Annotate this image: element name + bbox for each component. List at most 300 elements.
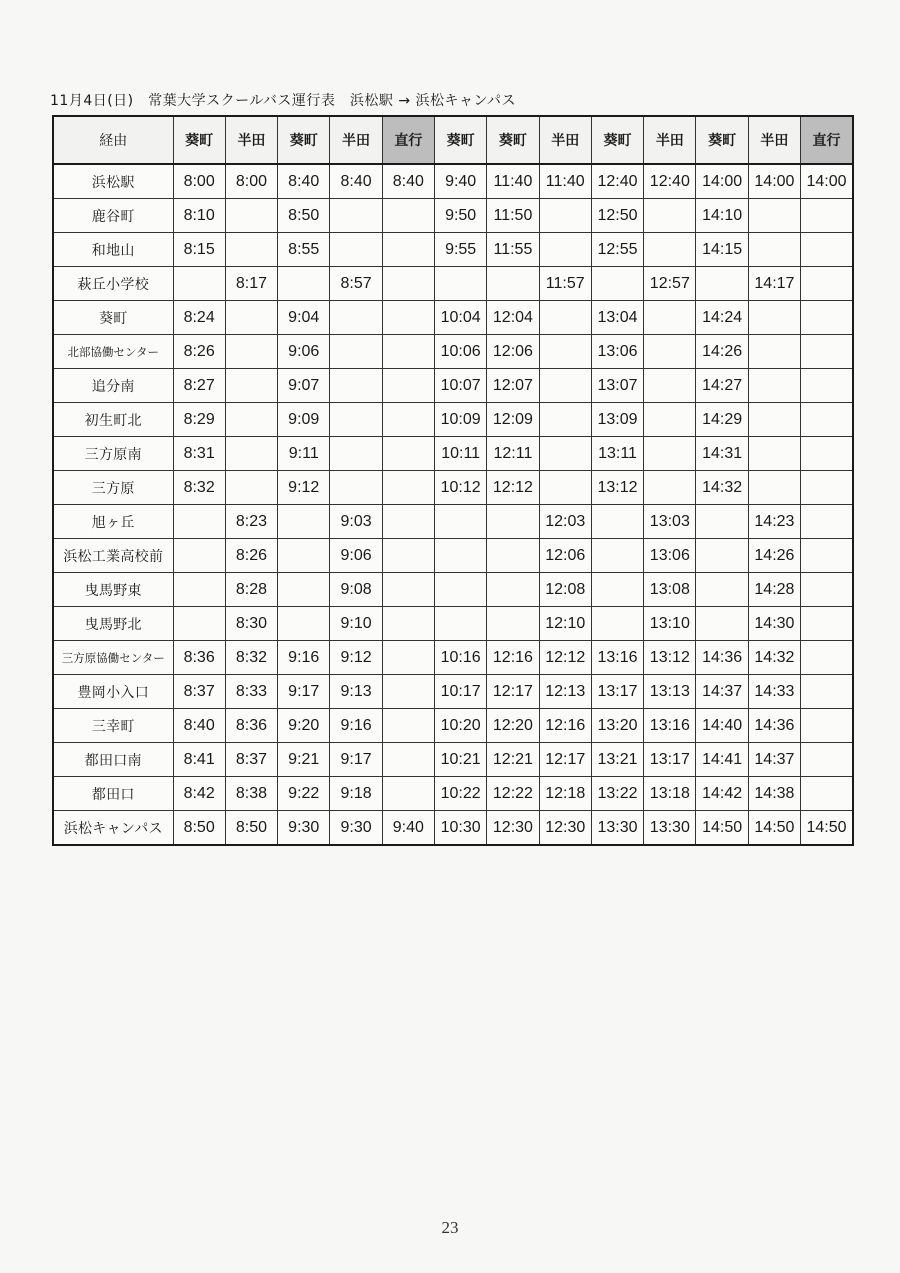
stop-name: 北部協働センター xyxy=(53,335,173,369)
departure-time xyxy=(644,403,696,437)
departure-time: 12:40 xyxy=(591,164,643,199)
departure-time: 14:00 xyxy=(696,164,748,199)
table-row xyxy=(53,267,853,301)
departure-time xyxy=(434,539,486,573)
departure-time xyxy=(801,437,853,471)
route-type-header: 葵町 xyxy=(487,116,539,164)
stop-name: 三方原協働センター xyxy=(53,641,173,675)
departure-time: 11:50 xyxy=(487,199,539,233)
stop-name: 曳馬野東 xyxy=(53,573,173,607)
departure-time xyxy=(173,539,225,573)
departure-time: 13:22 xyxy=(591,777,643,811)
departure-time: 14:37 xyxy=(748,743,800,777)
departure-time: 9:08 xyxy=(330,573,382,607)
departure-time: 12:11 xyxy=(487,437,539,471)
departure-time xyxy=(225,301,277,335)
header-row xyxy=(53,116,853,164)
departure-time: 8:26 xyxy=(225,539,277,573)
departure-time xyxy=(382,641,434,675)
departure-time xyxy=(539,471,591,505)
table-row xyxy=(53,403,853,437)
departure-time: 12:21 xyxy=(487,743,539,777)
departure-time xyxy=(434,573,486,607)
table-row xyxy=(53,641,853,675)
departure-time xyxy=(801,403,853,437)
departure-time xyxy=(382,607,434,641)
departure-time: 8:50 xyxy=(225,811,277,846)
departure-time xyxy=(748,369,800,403)
table-row xyxy=(53,709,853,743)
departure-time: 13:30 xyxy=(591,811,643,846)
departure-time xyxy=(696,539,748,573)
departure-time: 10:12 xyxy=(434,471,486,505)
departure-time xyxy=(801,369,853,403)
departure-time xyxy=(696,573,748,607)
departure-time: 14:26 xyxy=(696,335,748,369)
departure-time xyxy=(225,403,277,437)
departure-time: 12:30 xyxy=(539,811,591,846)
departure-time: 13:12 xyxy=(644,641,696,675)
departure-time xyxy=(801,675,853,709)
departure-time xyxy=(382,471,434,505)
departure-time xyxy=(382,505,434,539)
departure-time: 8:32 xyxy=(173,471,225,505)
departure-time: 12:16 xyxy=(539,709,591,743)
departure-time: 8:50 xyxy=(278,199,330,233)
route-type-header: 直行 xyxy=(382,116,434,164)
departure-time: 13:18 xyxy=(644,777,696,811)
departure-time: 13:13 xyxy=(644,675,696,709)
departure-time: 14:29 xyxy=(696,403,748,437)
departure-time xyxy=(278,573,330,607)
departure-time xyxy=(748,403,800,437)
stop-name: 豊岡小入口 xyxy=(53,675,173,709)
departure-time: 12:20 xyxy=(487,709,539,743)
stop-name: 三方原 xyxy=(53,471,173,505)
stop-name: 旭ヶ丘 xyxy=(53,505,173,539)
departure-time: 9:10 xyxy=(330,607,382,641)
departure-time xyxy=(801,743,853,777)
departure-time: 10:11 xyxy=(434,437,486,471)
departure-time: 9:30 xyxy=(330,811,382,846)
departure-time xyxy=(644,199,696,233)
departure-time xyxy=(382,301,434,335)
departure-time: 14:00 xyxy=(748,164,800,199)
table-row xyxy=(53,335,853,369)
departure-time xyxy=(801,233,853,267)
departure-time: 12:08 xyxy=(539,573,591,607)
departure-time: 12:12 xyxy=(539,641,591,675)
table-row xyxy=(53,505,853,539)
departure-time xyxy=(382,335,434,369)
departure-time: 8:00 xyxy=(173,164,225,199)
departure-time: 12:22 xyxy=(487,777,539,811)
departure-time: 12:06 xyxy=(487,335,539,369)
departure-time: 14:27 xyxy=(696,369,748,403)
departure-time xyxy=(801,607,853,641)
departure-time xyxy=(434,505,486,539)
departure-time: 14:33 xyxy=(748,675,800,709)
table-row xyxy=(53,301,853,335)
departure-time: 13:10 xyxy=(644,607,696,641)
departure-time xyxy=(644,437,696,471)
departure-time xyxy=(173,607,225,641)
departure-time: 9:40 xyxy=(434,164,486,199)
departure-time: 12:16 xyxy=(487,641,539,675)
departure-time xyxy=(382,743,434,777)
departure-time: 12:13 xyxy=(539,675,591,709)
departure-time xyxy=(539,335,591,369)
departure-time: 10:20 xyxy=(434,709,486,743)
departure-time xyxy=(278,539,330,573)
departure-time: 8:41 xyxy=(173,743,225,777)
table-row xyxy=(53,675,853,709)
departure-time xyxy=(382,369,434,403)
departure-time: 14:26 xyxy=(748,539,800,573)
departure-time: 9:18 xyxy=(330,777,382,811)
departure-time xyxy=(801,777,853,811)
departure-time: 8:23 xyxy=(225,505,277,539)
departure-time xyxy=(330,369,382,403)
table-row xyxy=(53,573,853,607)
stop-name: 萩丘小学校 xyxy=(53,267,173,301)
stop-name: 和地山 xyxy=(53,233,173,267)
table-row xyxy=(53,164,853,199)
departure-time: 14:41 xyxy=(696,743,748,777)
departure-time: 14:00 xyxy=(801,164,853,199)
stop-name: 浜松キャンパス xyxy=(53,811,173,846)
departure-time xyxy=(748,471,800,505)
route-type-header: 半田 xyxy=(644,116,696,164)
departure-time xyxy=(330,403,382,437)
departure-time xyxy=(382,777,434,811)
departure-time: 14:32 xyxy=(696,471,748,505)
departure-time xyxy=(801,573,853,607)
departure-time xyxy=(591,505,643,539)
departure-time: 9:06 xyxy=(330,539,382,573)
departure-time: 9:09 xyxy=(278,403,330,437)
departure-time: 12:04 xyxy=(487,301,539,335)
departure-time: 10:22 xyxy=(434,777,486,811)
table-row xyxy=(53,437,853,471)
departure-time: 11:40 xyxy=(539,164,591,199)
departure-time: 13:07 xyxy=(591,369,643,403)
departure-time: 12:18 xyxy=(539,777,591,811)
stop-name: 三方原南 xyxy=(53,437,173,471)
route-type-header: 葵町 xyxy=(278,116,330,164)
departure-time xyxy=(225,335,277,369)
timetable-body xyxy=(53,164,853,845)
departure-time xyxy=(278,505,330,539)
departure-time: 13:06 xyxy=(644,539,696,573)
departure-time: 9:30 xyxy=(278,811,330,846)
departure-time: 9:50 xyxy=(434,199,486,233)
departure-time xyxy=(225,471,277,505)
departure-time: 14:28 xyxy=(748,573,800,607)
route-type-header: 半田 xyxy=(330,116,382,164)
departure-time: 13:09 xyxy=(591,403,643,437)
departure-time: 13:20 xyxy=(591,709,643,743)
departure-time: 8:36 xyxy=(225,709,277,743)
stop-name: 三幸町 xyxy=(53,709,173,743)
departure-time: 14:23 xyxy=(748,505,800,539)
departure-time: 13:17 xyxy=(591,675,643,709)
departure-time: 9:20 xyxy=(278,709,330,743)
departure-time: 8:00 xyxy=(225,164,277,199)
route-type-header: 直行 xyxy=(801,116,853,164)
departure-time: 8:27 xyxy=(173,369,225,403)
departure-time xyxy=(278,267,330,301)
stop-name: 都田口南 xyxy=(53,743,173,777)
departure-time: 14:30 xyxy=(748,607,800,641)
departure-time: 14:31 xyxy=(696,437,748,471)
route-type-header: 葵町 xyxy=(696,116,748,164)
departure-time xyxy=(591,267,643,301)
departure-time: 9:17 xyxy=(330,743,382,777)
table-row xyxy=(53,369,853,403)
departure-time: 8:55 xyxy=(278,233,330,267)
departure-time xyxy=(644,301,696,335)
departure-time: 9:21 xyxy=(278,743,330,777)
departure-time xyxy=(330,233,382,267)
departure-time xyxy=(382,437,434,471)
departure-time xyxy=(434,607,486,641)
departure-time: 13:04 xyxy=(591,301,643,335)
departure-time xyxy=(801,335,853,369)
departure-time: 12:10 xyxy=(539,607,591,641)
departure-time: 8:32 xyxy=(225,641,277,675)
departure-time: 8:17 xyxy=(225,267,277,301)
departure-time xyxy=(801,539,853,573)
departure-time: 8:29 xyxy=(173,403,225,437)
departure-time: 9:40 xyxy=(382,811,434,846)
departure-time: 13:03 xyxy=(644,505,696,539)
departure-time: 14:10 xyxy=(696,199,748,233)
table-row xyxy=(53,777,853,811)
table-row xyxy=(53,743,853,777)
departure-time xyxy=(539,199,591,233)
departure-time: 10:21 xyxy=(434,743,486,777)
departure-time xyxy=(644,369,696,403)
departure-time xyxy=(801,641,853,675)
departure-time: 9:03 xyxy=(330,505,382,539)
departure-time xyxy=(382,199,434,233)
departure-time: 13:21 xyxy=(591,743,643,777)
departure-time: 14:37 xyxy=(696,675,748,709)
table-row xyxy=(53,199,853,233)
departure-time: 10:04 xyxy=(434,301,486,335)
departure-time: 10:30 xyxy=(434,811,486,846)
departure-time xyxy=(748,335,800,369)
departure-time: 8:38 xyxy=(225,777,277,811)
departure-time: 8:40 xyxy=(173,709,225,743)
table-row xyxy=(53,233,853,267)
departure-time: 12:06 xyxy=(539,539,591,573)
route-type-header: 半田 xyxy=(225,116,277,164)
departure-time: 9:55 xyxy=(434,233,486,267)
departure-time: 8:57 xyxy=(330,267,382,301)
departure-time: 8:31 xyxy=(173,437,225,471)
departure-time: 8:40 xyxy=(278,164,330,199)
departure-time: 8:10 xyxy=(173,199,225,233)
departure-time xyxy=(801,301,853,335)
departure-time: 14:38 xyxy=(748,777,800,811)
departure-time: 12:57 xyxy=(644,267,696,301)
departure-time: 14:24 xyxy=(696,301,748,335)
route-header: 経由 xyxy=(53,116,173,164)
departure-time: 8:37 xyxy=(173,675,225,709)
departure-time: 14:36 xyxy=(696,641,748,675)
route-type-header: 葵町 xyxy=(173,116,225,164)
route-type-header: 半田 xyxy=(748,116,800,164)
departure-time: 8:36 xyxy=(173,641,225,675)
departure-time: 13:12 xyxy=(591,471,643,505)
departure-time: 9:06 xyxy=(278,335,330,369)
departure-time: 13:16 xyxy=(644,709,696,743)
departure-time xyxy=(225,233,277,267)
departure-time: 8:37 xyxy=(225,743,277,777)
bus-timetable xyxy=(52,115,854,846)
departure-time: 14:50 xyxy=(696,811,748,846)
route-type-header: 葵町 xyxy=(434,116,486,164)
stop-name: 追分南 xyxy=(53,369,173,403)
departure-time xyxy=(225,369,277,403)
departure-time xyxy=(748,437,800,471)
departure-time: 12:03 xyxy=(539,505,591,539)
departure-time: 9:17 xyxy=(278,675,330,709)
departure-time: 8:50 xyxy=(173,811,225,846)
departure-time: 8:15 xyxy=(173,233,225,267)
departure-time xyxy=(487,267,539,301)
departure-time xyxy=(487,539,539,573)
departure-time xyxy=(330,301,382,335)
table-row xyxy=(53,539,853,573)
departure-time: 13:11 xyxy=(591,437,643,471)
departure-time: 9:22 xyxy=(278,777,330,811)
departure-time: 10:07 xyxy=(434,369,486,403)
departure-time: 14:50 xyxy=(748,811,800,846)
departure-time xyxy=(539,437,591,471)
departure-time: 12:09 xyxy=(487,403,539,437)
departure-time xyxy=(382,573,434,607)
departure-time: 14:50 xyxy=(801,811,853,846)
departure-time: 14:36 xyxy=(748,709,800,743)
departure-time xyxy=(382,403,434,437)
departure-time: 14:15 xyxy=(696,233,748,267)
departure-time xyxy=(801,505,853,539)
departure-time xyxy=(591,573,643,607)
departure-time xyxy=(696,505,748,539)
route-type-header: 葵町 xyxy=(591,116,643,164)
table-row xyxy=(53,471,853,505)
departure-time: 14:32 xyxy=(748,641,800,675)
route-type-header: 半田 xyxy=(539,116,591,164)
departure-time: 13:06 xyxy=(591,335,643,369)
departure-time xyxy=(748,301,800,335)
departure-time xyxy=(801,471,853,505)
departure-time: 12:40 xyxy=(644,164,696,199)
departure-time: 12:30 xyxy=(487,811,539,846)
departure-time: 9:07 xyxy=(278,369,330,403)
departure-time: 8:28 xyxy=(225,573,277,607)
departure-time: 11:57 xyxy=(539,267,591,301)
departure-time xyxy=(173,267,225,301)
departure-time xyxy=(644,335,696,369)
departure-time xyxy=(173,573,225,607)
departure-time: 8:33 xyxy=(225,675,277,709)
departure-time xyxy=(696,607,748,641)
page-number: 23 xyxy=(441,1218,459,1237)
departure-time xyxy=(539,233,591,267)
departure-time xyxy=(382,539,434,573)
departure-time: 9:16 xyxy=(278,641,330,675)
departure-time: 8:30 xyxy=(225,607,277,641)
departure-time: 12:17 xyxy=(539,743,591,777)
stop-name: 葵町 xyxy=(53,301,173,335)
departure-time xyxy=(539,403,591,437)
departure-time: 9:12 xyxy=(278,471,330,505)
departure-time xyxy=(644,233,696,267)
departure-time xyxy=(748,199,800,233)
departure-time: 12:07 xyxy=(487,369,539,403)
departure-time xyxy=(225,199,277,233)
stop-name: 鹿谷町 xyxy=(53,199,173,233)
departure-time: 8:42 xyxy=(173,777,225,811)
departure-time: 9:13 xyxy=(330,675,382,709)
departure-time xyxy=(801,267,853,301)
departure-time: 12:17 xyxy=(487,675,539,709)
departure-time: 14:17 xyxy=(748,267,800,301)
stop-name: 初生町北 xyxy=(53,403,173,437)
departure-time xyxy=(487,505,539,539)
departure-time: 9:16 xyxy=(330,709,382,743)
departure-time: 8:40 xyxy=(382,164,434,199)
departure-time: 13:08 xyxy=(644,573,696,607)
departure-time xyxy=(382,709,434,743)
departure-time xyxy=(330,437,382,471)
departure-time xyxy=(644,471,696,505)
departure-time: 12:55 xyxy=(591,233,643,267)
departure-time xyxy=(539,301,591,335)
departure-time xyxy=(382,267,434,301)
departure-time xyxy=(330,199,382,233)
table-row xyxy=(53,607,853,641)
departure-time xyxy=(382,675,434,709)
departure-time: 14:40 xyxy=(696,709,748,743)
departure-time xyxy=(539,369,591,403)
departure-time: 12:12 xyxy=(487,471,539,505)
departure-time xyxy=(591,539,643,573)
departure-time: 9:04 xyxy=(278,301,330,335)
stop-name: 浜松工業高校前 xyxy=(53,539,173,573)
departure-time: 13:16 xyxy=(591,641,643,675)
departure-time xyxy=(801,199,853,233)
departure-time: 10:16 xyxy=(434,641,486,675)
departure-time: 10:09 xyxy=(434,403,486,437)
departure-time xyxy=(225,437,277,471)
departure-time: 13:30 xyxy=(644,811,696,846)
departure-time: 9:12 xyxy=(330,641,382,675)
stop-name: 曳馬野北 xyxy=(53,607,173,641)
departure-time: 10:06 xyxy=(434,335,486,369)
departure-time xyxy=(173,505,225,539)
departure-time xyxy=(801,709,853,743)
departure-time: 12:50 xyxy=(591,199,643,233)
departure-time: 10:17 xyxy=(434,675,486,709)
departure-time xyxy=(487,573,539,607)
departure-time: 9:11 xyxy=(278,437,330,471)
departure-time xyxy=(382,233,434,267)
